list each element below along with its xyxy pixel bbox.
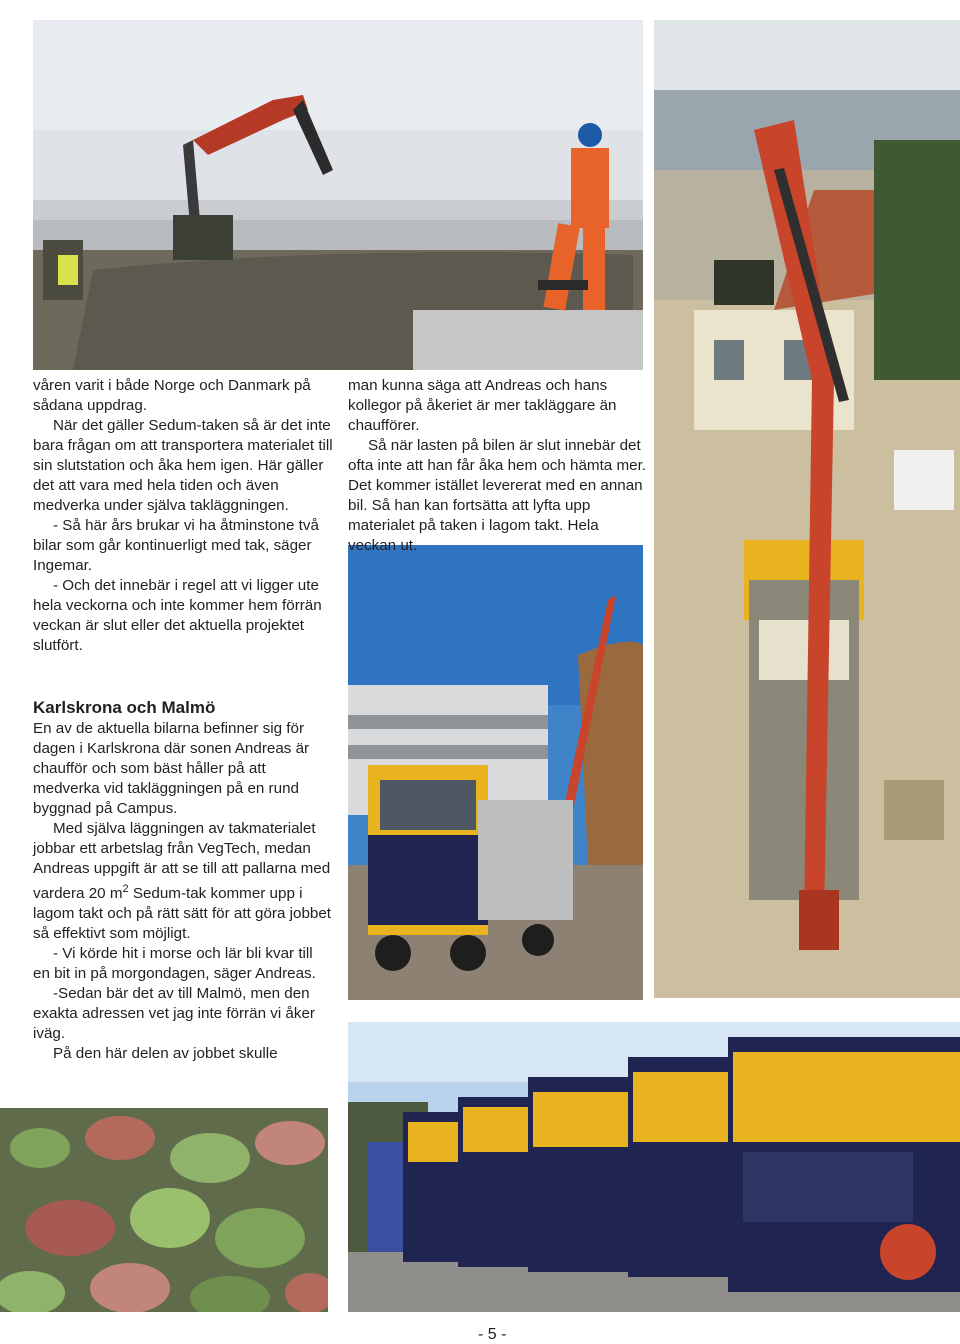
paragraph: På den här delen av jobbet skulle — [53, 1045, 278, 1063]
photo-scania-truck-campus — [348, 545, 643, 1000]
paragraph: -Sedan bär det av till Malmö, men den exakta adressen vet jag inte förrän vi åker iväg. — [33, 985, 315, 1043]
superscript: 2 — [122, 883, 129, 895]
photo-sedum-closeup — [0, 1108, 328, 1312]
paragraph: - Så här års brukar vi ha åtminstone två bilar som går kontinuerligt med tak, säger Ingemar. — [33, 517, 319, 574]
paragraph: - Och det innebär i regel att vi ligger ute hela veckorna och inte kommer hem förrän veckan är slut eller det aktuella projektet slutfört. — [33, 577, 322, 654]
paragraph: våren varit i både Norge och Danmark på sådana uppdrag. — [33, 377, 311, 414]
paragraph: - Vi körde hit i morse och lär bli kvar till en bit in på morgondagen, säger Andreas. — [33, 945, 316, 983]
left-column-bottom-text — [33, 697, 333, 1064]
text-run: Sedum-tak kommer upp i lagom takt och på rätt sätt för att göra jobbet så effektivt som möjligt. — [33, 885, 332, 943]
left-column-top-text — [33, 376, 333, 656]
middle-column-text — [348, 376, 646, 556]
text-run: Med själva läggningen av takmaterialet jobbar ett arbetslag från VegTech, medan Andreas uppgift är att se till att pallarna med vardera 20 m — [33, 820, 331, 903]
photo-crane-roof-worker — [33, 20, 643, 370]
page-number: - 5 - — [478, 1326, 507, 1343]
photo-trucks-row — [348, 1022, 960, 1312]
paragraph: man kunna säga att Andreas och hans kollegor på åkeriet är mer takläggare än chaufförer. — [348, 377, 617, 434]
paragraph: Så när lasten på bilen är slut innebär det ofta inte att han får åka hem och hämta mer. Det kommer istället levererat med en annan bil. Så han kan fortsätta att lyfta upp materialet på taken i lagom takt. Hela veckan ut. — [348, 437, 647, 554]
paragraph: När det gäller Sedum-taken så är det inte bara frågan om att transportera materialet till sin slutstation och åka hem igen. Här gäller det att vara med hela tiden och även medverka under själva takläggningen. — [33, 417, 333, 514]
photo-crane-house-truck — [654, 20, 960, 998]
paragraph — [33, 819, 333, 944]
section-heading: Karlskrona och Malmö — [33, 698, 216, 717]
paragraph: En av de aktuella bilarna befinner sig för dagen i Karlskrona där sonen Andreas är chaufför och som bäst håller på att medverka vid takläggningen på en rund byggnad på Campus. — [33, 720, 310, 817]
